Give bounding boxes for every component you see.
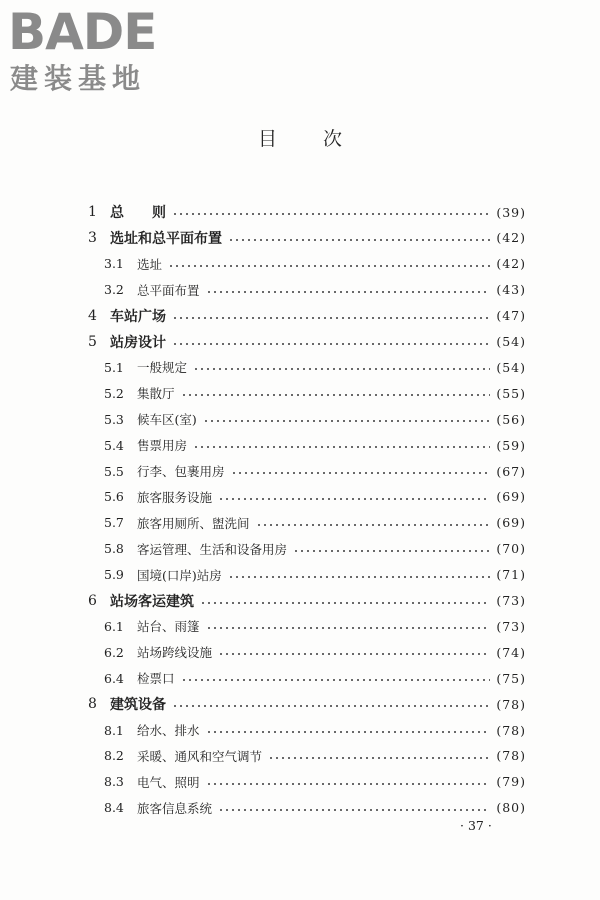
toc-entry-label: 站台、雨篷 [137,619,200,635]
toc-entry[interactable] [104,770,526,794]
toc-entry-page: (54) [496,359,526,375]
toc-entry-label: 客运管理、生活和设备用房 [137,541,288,557]
toc-leader-dots [193,446,490,448]
toc-entry-page: (78) [496,696,526,712]
toc-entry-label: 集散厅 [137,386,175,402]
toc-entry-label: 旅客信息系统 [137,800,213,816]
toc-entry-number: 5.8 [104,541,124,557]
toc-entry[interactable] [88,226,526,250]
toc-entry-label: 国境(口岸)站房 [137,567,222,583]
toc-leader-dots [231,472,491,474]
toc-leader-dots [172,213,490,215]
toc-leader-dots [172,317,490,319]
toc-entry-label: 行李、包裹用房 [137,464,225,479]
toc-entry-label: 检票口 [137,671,175,687]
toc-entry-number: 6.4 [104,670,124,686]
toc-entry-page: (54) [496,334,526,349]
toc-leader-dots [206,731,491,733]
toc-leader-dots [168,265,490,267]
toc-entry-label: 总 则 [110,205,166,221]
toc-entry-number: 5.7 [104,515,124,531]
toc-entry-number: 8.4 [104,800,124,816]
toc-entry[interactable] [104,355,526,379]
toc-entry-number: 3.2 [104,282,124,298]
toc-leader-dots [200,602,490,604]
toc-leader-dots [206,627,491,629]
toc-entry-label: 选址和总平面布置 [110,230,222,247]
toc-entry-page: (73) [496,593,526,608]
toc-entry-number: 5.9 [104,567,124,583]
toc-entry[interactable] [104,640,526,664]
page-title: 目次 [257,128,388,150]
toc-entry-number: 5.2 [104,385,124,401]
toc-entry[interactable] [104,459,526,483]
toc-entry-page: (69) [496,489,526,505]
toc-entry[interactable] [104,381,526,405]
toc-entry[interactable] [104,252,526,276]
toc-leader-dots [206,783,491,785]
logo-subtitle: 建装基地 [10,62,147,95]
toc-entry-label: 站场跨线设施 [137,645,213,661]
toc-entry-label: 电气、照明 [137,774,200,790]
toc-entry-page: (78) [496,748,526,764]
toc-entry[interactable] [88,304,526,328]
toc-entry[interactable] [104,718,526,742]
toc-entry-page: (79) [496,774,526,790]
toc-entry-page: (78) [496,722,526,738]
toc-entry-label: 一般规定 [137,360,188,376]
toc-entry-number: 3 [88,229,97,246]
toc-entry-label: 站房设计 [110,334,166,351]
toc-entry-number: 4 [88,307,97,324]
toc-leader-dots [228,576,491,578]
toc-leader-dots [218,498,490,500]
toc-entry-page: (73) [496,618,526,634]
toc-entry-page: (80) [496,800,526,816]
toc-entry[interactable] [104,407,526,431]
toc-entry-number: 3.1 [104,256,124,272]
toc-entry[interactable] [88,200,526,224]
toc-entry[interactable] [104,796,526,820]
toc-leader-dots [293,550,490,552]
toc-entry-page: (67) [496,463,526,479]
toc-entry-label: 总平面布置 [137,282,200,298]
toc-entry[interactable] [88,330,526,354]
toc-entry-label: 售票用房 [137,438,188,454]
toc-leader-dots [172,705,490,707]
toc-leader-dots [193,368,490,370]
toc-entry[interactable] [104,278,526,302]
toc-entry[interactable] [104,511,526,535]
toc-entry-number: 8.1 [104,722,124,738]
toc-entry[interactable] [104,537,526,561]
toc-entry-number: 8 [88,696,97,713]
toc-entry-page: (42) [496,256,526,272]
toc-entry-number: 5.4 [104,437,124,453]
toc-leader-dots [172,343,490,345]
toc-entry-number: 5.5 [104,463,124,479]
page-number: · 37 · [460,818,492,833]
toc-entry-label: 站场客运建筑 [110,593,194,610]
toc-entry[interactable] [104,563,526,587]
toc-entry[interactable] [88,589,526,613]
toc-entry[interactable] [88,692,526,716]
toc-entry[interactable] [104,744,526,768]
toc-leader-dots [218,809,490,811]
toc-entry-label: 给水、排水 [137,723,200,738]
toc-entry-page: (42) [496,230,526,246]
toc-entry-label: 旅客用厕所、盥洗间 [137,515,250,531]
toc-entry-number: 6.2 [104,644,124,660]
toc-leader-dots [181,679,491,681]
toc-leader-dots [228,239,490,241]
logo-wordmark: BADE [8,3,157,61]
toc-entry-page: (43) [496,282,526,298]
toc-entry-number: 5 [88,333,97,350]
toc-leader-dots [256,524,491,526]
toc-entry-number: 8.2 [104,748,124,764]
toc-entry-number: 6 [88,592,97,609]
toc-entry-page: (59) [496,437,526,453]
toc-entry[interactable] [104,433,526,457]
toc-leader-dots [218,653,490,655]
toc-entry[interactable] [104,485,526,509]
toc-entry-label: 旅客服务设施 [137,489,213,505]
toc-entry-page: (39) [496,204,526,220]
toc-entry[interactable] [104,666,526,690]
toc-entry-number: 5.1 [104,359,124,375]
toc-entry-label: 采暖、通风和空气调节 [137,748,263,764]
toc-entry-page: (70) [496,541,526,557]
toc-entry-page: (75) [496,670,526,686]
toc-entry-label: 车站广场 [110,308,166,325]
toc-leader-dots [268,757,490,759]
toc-entry[interactable] [104,614,526,638]
toc-entry-page: (71) [496,567,526,583]
toc-entry-page: (69) [496,515,526,531]
toc-entry-page: (55) [496,385,526,401]
toc-entry-page: (56) [496,411,526,427]
toc-entry-number: 1 [88,204,97,220]
toc-entry-page: (47) [496,308,526,324]
watermark-logo [8,4,178,100]
toc-entry-label: 候车区(室) [137,412,197,428]
toc-entry-label: 建筑设备 [110,697,166,714]
toc-leader-dots [181,394,491,396]
toc-leader-dots [203,420,491,422]
toc-entry-number: 5.3 [104,411,124,427]
toc-entry-page: (74) [496,644,526,660]
toc-entry-label: 选址 [137,256,163,272]
toc-entry-number: 5.6 [104,489,124,505]
toc-entry-number: 8.3 [104,774,124,790]
toc-leader-dots [206,291,491,293]
toc-entry-number: 6.1 [104,618,124,634]
